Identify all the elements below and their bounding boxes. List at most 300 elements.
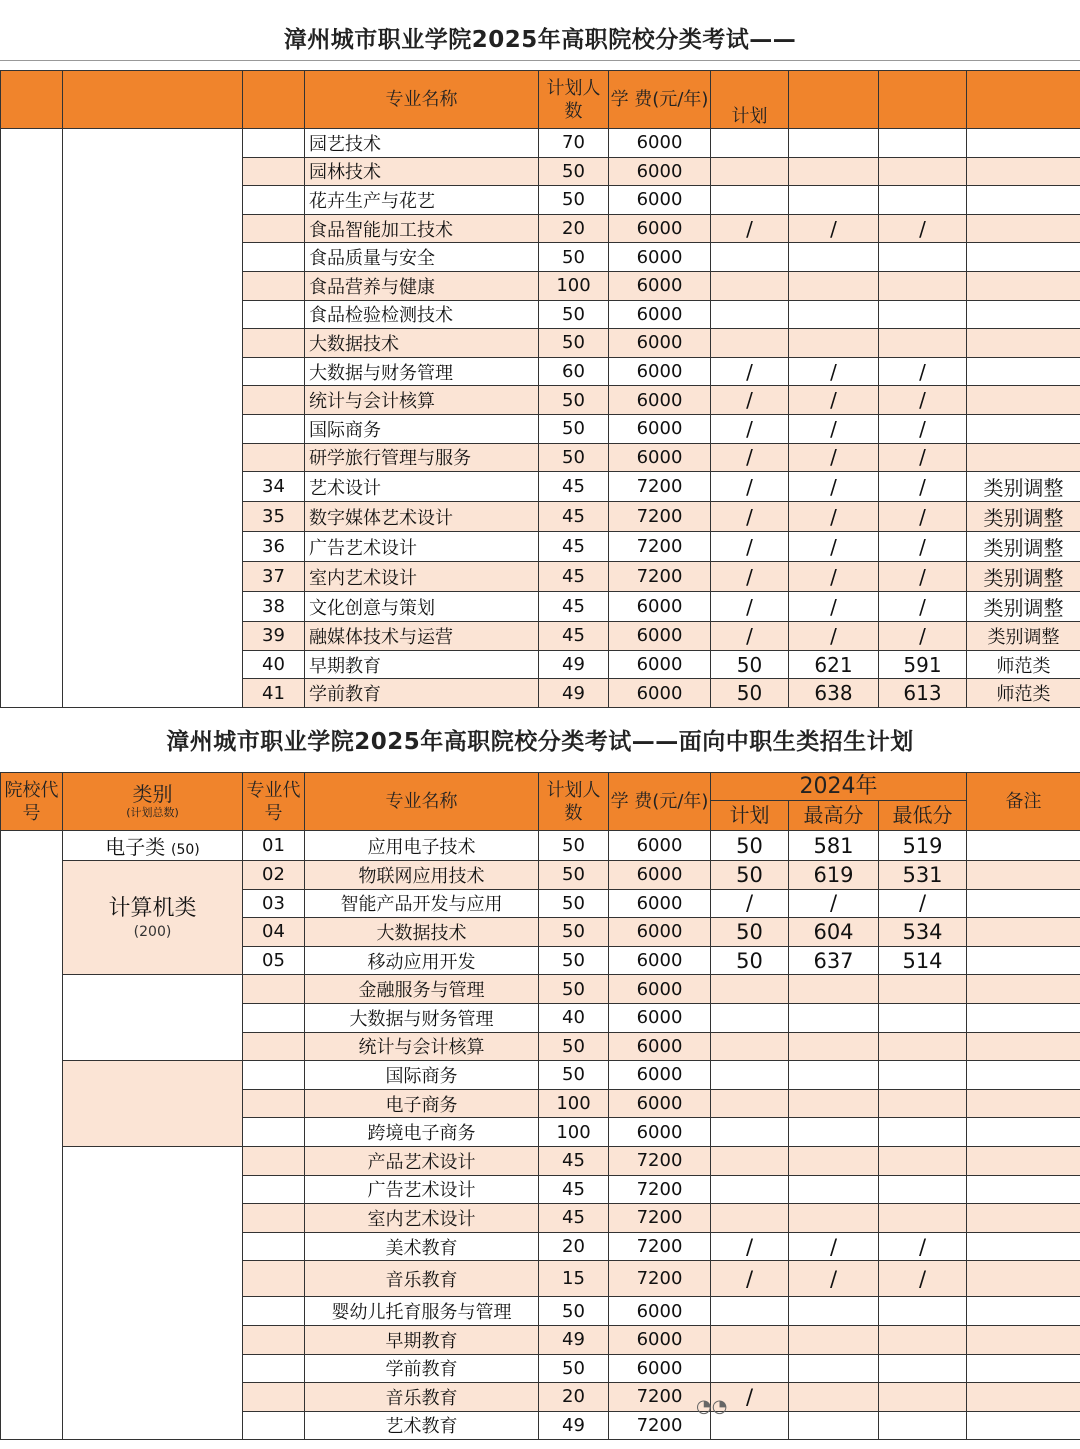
header-tuition: 学 费(元/年)	[609, 71, 711, 129]
category-cell-blurred	[63, 1061, 243, 1147]
note-cell	[967, 129, 1080, 158]
plan-count-cell: 50	[539, 975, 609, 1004]
tuition-cell: 6000	[609, 1003, 711, 1032]
max-score-cell: /	[789, 562, 879, 592]
note-cell: 师范类	[967, 650, 1080, 679]
header-major-code: 专业代号	[243, 773, 305, 831]
plan-2024-cell	[711, 243, 789, 272]
tuition-cell: 6000	[609, 679, 711, 708]
major-name-cell: 移动应用开发	[305, 946, 539, 975]
major-name-cell: 研学旅行管理与服务	[305, 443, 539, 472]
tuition-cell: 6000	[609, 1089, 711, 1118]
plan-2024-cell: /	[711, 214, 789, 243]
min-score-cell	[879, 157, 967, 186]
major-name-cell: 跨境电子商务	[305, 1118, 539, 1147]
note-cell: 类别调整	[967, 472, 1080, 502]
note-cell	[967, 243, 1080, 272]
min-score-cell: /	[879, 357, 967, 386]
plan-count-cell: 45	[539, 1146, 609, 1175]
plan-count-cell: 49	[539, 1411, 609, 1440]
tuition-cell: 6000	[609, 386, 711, 415]
tuition-cell: 6000	[609, 592, 711, 622]
min-score-cell	[879, 1383, 967, 1412]
max-score-cell	[789, 1325, 879, 1354]
note-cell	[967, 414, 1080, 443]
blurred-header-max	[789, 71, 879, 129]
tuition-cell: 6000	[609, 1297, 711, 1326]
major-code-cell	[243, 329, 305, 358]
major-name-cell: 早期教育	[305, 1325, 539, 1354]
major-code-cell	[243, 414, 305, 443]
major-code-cell	[243, 1354, 305, 1383]
min-score-cell: 514	[879, 946, 967, 975]
category-label: 电子类	[105, 835, 166, 859]
section1-table-body	[1, 129, 1080, 708]
blurred-header-note	[967, 71, 1080, 129]
tuition-cell: 7200	[609, 1383, 711, 1412]
plan-2024-cell	[711, 1089, 789, 1118]
max-score-cell: /	[789, 502, 879, 532]
section1-title: 漳州城市职业学院2025年高职院校分类考试——	[0, 20, 1080, 61]
section2-table-body	[1, 831, 1080, 1440]
major-name-cell: 电子商务	[305, 1089, 539, 1118]
major-code-cell	[243, 975, 305, 1004]
major-code-cell: 35	[243, 502, 305, 532]
header-year-2024: 2024年	[711, 773, 967, 801]
category-label: 计算机类	[108, 895, 197, 921]
major-name-cell: 学前教育	[305, 679, 539, 708]
category-cell	[63, 129, 243, 708]
plan-count-cell: 50	[539, 1354, 609, 1383]
plan-2024-cell: /	[711, 414, 789, 443]
note-cell	[967, 214, 1080, 243]
header-major-name-2: 专业名称	[305, 773, 539, 831]
note-cell	[967, 300, 1080, 329]
section2-title: 漳州城市职业学院2025年高职院校分类考试——面向中职生类招生计划	[166, 729, 914, 755]
header-plan-count: 计划人数	[539, 71, 609, 129]
plan-count-cell: 50	[539, 329, 609, 358]
major-name-cell: 食品质量与安全	[305, 243, 539, 272]
tuition-cell: 7200	[609, 1146, 711, 1175]
min-score-cell: 531	[879, 861, 967, 890]
plan-count-cell: 50	[539, 157, 609, 186]
major-code-cell	[243, 1204, 305, 1233]
tuition-cell: 6000	[609, 157, 711, 186]
plan-2024-cell	[711, 1175, 789, 1204]
plan-count-cell: 49	[539, 650, 609, 679]
max-score-cell: 604	[789, 918, 879, 947]
min-score-cell: 519	[879, 831, 967, 861]
major-name-cell: 食品营养与健康	[305, 271, 539, 300]
min-score-cell	[879, 271, 967, 300]
major-code-cell	[243, 1232, 305, 1261]
major-code-cell: 40	[243, 650, 305, 679]
plan-count-cell: 40	[539, 1003, 609, 1032]
tuition-cell: 6000	[609, 918, 711, 947]
major-code-cell	[243, 1411, 305, 1440]
plan-2024-cell	[711, 1297, 789, 1326]
max-score-cell	[789, 1354, 879, 1383]
header-max-2024: 最高分	[789, 801, 879, 831]
header-major-name: 专业名称	[305, 71, 539, 129]
major-name-cell: 美术教育	[305, 1232, 539, 1261]
plan-count-cell: 100	[539, 271, 609, 300]
plan-2024-cell: /	[711, 889, 789, 918]
max-score-cell: /	[789, 889, 879, 918]
major-name-cell: 园艺技术	[305, 129, 539, 158]
max-score-cell	[789, 1204, 879, 1233]
plan-count-cell: 50	[539, 1061, 609, 1090]
major-code-cell: 02	[243, 861, 305, 890]
section1-table	[0, 70, 1080, 708]
tuition-cell: 7200	[609, 532, 711, 562]
plan-2024-cell	[711, 329, 789, 358]
plan-count-cell: 50	[539, 918, 609, 947]
tuition-cell: 6000	[609, 357, 711, 386]
major-code-cell	[243, 300, 305, 329]
plan-count-cell: 49	[539, 679, 609, 708]
tuition-cell: 6000	[609, 329, 711, 358]
min-score-cell: /	[879, 214, 967, 243]
category-cell-blurred	[63, 1146, 243, 1439]
major-code-cell: 41	[243, 679, 305, 708]
note-cell	[967, 1232, 1080, 1261]
major-code-cell	[243, 1383, 305, 1412]
tuition-cell: 7200	[609, 1232, 711, 1261]
max-score-cell: 619	[789, 861, 879, 890]
table-row	[1, 1146, 1080, 1175]
plan-2024-cell: /	[711, 1232, 789, 1261]
major-code-cell	[243, 386, 305, 415]
plan-count-cell: 15	[539, 1261, 609, 1297]
note-cell	[967, 861, 1080, 890]
max-score-cell: /	[789, 472, 879, 502]
blurred-header-school	[1, 71, 63, 129]
major-name-cell: 金融服务与管理	[305, 975, 539, 1004]
max-score-cell: /	[789, 443, 879, 472]
major-code-cell	[243, 271, 305, 300]
major-code-cell	[243, 1297, 305, 1326]
major-name-cell: 融媒体技术与运营	[305, 622, 539, 651]
max-score-cell	[789, 1089, 879, 1118]
blurred-header-code	[243, 71, 305, 129]
note-cell	[967, 1032, 1080, 1061]
tuition-cell: 6000	[609, 414, 711, 443]
max-score-cell	[789, 1411, 879, 1440]
min-score-cell	[879, 1175, 967, 1204]
major-code-cell	[243, 157, 305, 186]
note-cell	[967, 271, 1080, 300]
min-score-cell: /	[879, 592, 967, 622]
tuition-cell: 6000	[609, 300, 711, 329]
min-score-cell: /	[879, 443, 967, 472]
note-cell	[967, 357, 1080, 386]
plan-count-cell: 20	[539, 214, 609, 243]
plan-count-cell: 45	[539, 592, 609, 622]
max-score-cell	[789, 329, 879, 358]
tuition-cell: 6000	[609, 946, 711, 975]
note-cell	[967, 443, 1080, 472]
plan-2024-cell: /	[711, 357, 789, 386]
plan-count-cell: 60	[539, 357, 609, 386]
min-score-cell	[879, 1354, 967, 1383]
blurred-header-category	[63, 71, 243, 129]
major-code-cell: 01	[243, 831, 305, 861]
header-category: 类别 (计划总数)	[63, 773, 243, 831]
plan-count-cell: 20	[539, 1383, 609, 1412]
plan-count-cell: 50	[539, 443, 609, 472]
min-score-cell	[879, 329, 967, 358]
note-cell: 类别调整	[967, 502, 1080, 532]
header-school-code: 院校代号	[1, 773, 63, 831]
major-code-cell	[243, 1032, 305, 1061]
min-score-cell: /	[879, 889, 967, 918]
plan-2024-cell: /	[711, 386, 789, 415]
note-cell	[967, 1061, 1080, 1090]
max-score-cell: 581	[789, 831, 879, 861]
min-score-cell	[879, 243, 967, 272]
category-cell-blurred	[63, 975, 243, 1061]
max-score-cell	[789, 243, 879, 272]
min-score-cell: 534	[879, 918, 967, 947]
major-name-cell: 大数据与财务管理	[305, 1003, 539, 1032]
major-name-cell: 音乐教育	[305, 1383, 539, 1412]
note-cell	[967, 329, 1080, 358]
plan-2024-cell	[711, 1003, 789, 1032]
note-cell	[967, 831, 1080, 861]
min-score-cell	[879, 129, 967, 158]
plan-2024-cell	[711, 157, 789, 186]
header-plan-2024: 计划	[711, 71, 789, 129]
category-count: (50)	[170, 842, 200, 858]
max-score-cell	[789, 1032, 879, 1061]
plan-2024-cell: /	[711, 1383, 789, 1412]
min-score-cell	[879, 1146, 967, 1175]
min-score-cell	[879, 975, 967, 1004]
header-tuition-2: 学 费(元/年)	[609, 773, 711, 831]
tuition-cell: 6000	[609, 975, 711, 1004]
tuition-cell: 6000	[609, 129, 711, 158]
tuition-cell: 6000	[609, 861, 711, 890]
major-name-cell: 食品检验检测技术	[305, 300, 539, 329]
plan-count-cell: 50	[539, 386, 609, 415]
plan-count-cell: 50	[539, 1297, 609, 1326]
plan-2024-cell: /	[711, 592, 789, 622]
note-cell: 类别调整	[967, 592, 1080, 622]
min-score-cell: /	[879, 502, 967, 532]
tuition-cell: 6000	[609, 1061, 711, 1090]
major-code-cell	[243, 1061, 305, 1090]
plan-count-cell: 45	[539, 502, 609, 532]
min-score-cell	[879, 186, 967, 215]
note-cell	[967, 1297, 1080, 1326]
max-score-cell	[789, 1297, 879, 1326]
major-name-cell: 婴幼儿托育服务与管理	[305, 1297, 539, 1326]
major-name-cell: 早期教育	[305, 650, 539, 679]
min-score-cell: /	[879, 386, 967, 415]
tuition-cell: 6000	[609, 243, 711, 272]
min-score-cell: /	[879, 532, 967, 562]
plan-2024-cell: 50	[711, 831, 789, 861]
plan-2024-cell	[711, 1118, 789, 1147]
major-code-cell: 37	[243, 562, 305, 592]
min-score-cell	[879, 300, 967, 329]
min-score-cell	[879, 1411, 967, 1440]
plan-count-cell: 45	[539, 1175, 609, 1204]
major-name-cell: 统计与会计核算	[305, 1032, 539, 1061]
max-score-cell	[789, 1118, 879, 1147]
plan-2024-cell: /	[711, 443, 789, 472]
plan-2024-cell: /	[711, 532, 789, 562]
plan-2024-cell: 50	[711, 946, 789, 975]
major-name-cell: 食品智能加工技术	[305, 214, 539, 243]
min-score-cell	[879, 1325, 967, 1354]
major-code-cell	[243, 357, 305, 386]
min-score-cell	[879, 1297, 967, 1326]
header-plan-2024-2: 计划	[711, 801, 789, 831]
note-cell: 类别调整	[967, 532, 1080, 562]
note-cell: 类别调整	[967, 622, 1080, 651]
plan-2024-cell	[711, 1354, 789, 1383]
note-cell	[967, 1175, 1080, 1204]
major-name-cell: 花卉生产与花艺	[305, 186, 539, 215]
max-score-cell	[789, 271, 879, 300]
tuition-cell: 7200	[609, 1204, 711, 1233]
tuition-cell: 6000	[609, 831, 711, 861]
major-name-cell: 室内艺术设计	[305, 562, 539, 592]
plan-count-cell: 45	[539, 1204, 609, 1233]
plan-count-cell: 45	[539, 622, 609, 651]
tuition-cell: 6000	[609, 1032, 711, 1061]
major-name-cell: 文化创意与策划	[305, 592, 539, 622]
plan-2024-cell	[711, 1061, 789, 1090]
major-name-cell: 国际商务	[305, 414, 539, 443]
max-score-cell: /	[789, 214, 879, 243]
section2-table	[0, 772, 1080, 1440]
min-score-cell	[879, 1204, 967, 1233]
min-score-cell	[879, 1003, 967, 1032]
tuition-cell: 6000	[609, 889, 711, 918]
note-cell	[967, 1325, 1080, 1354]
plan-count-cell: 100	[539, 1118, 609, 1147]
plan-2024-cell	[711, 1146, 789, 1175]
plan-count-cell: 50	[539, 861, 609, 890]
major-name-cell: 广告艺术设计	[305, 532, 539, 562]
min-score-cell: /	[879, 1261, 967, 1297]
tuition-cell: 6000	[609, 1354, 711, 1383]
header-min-2024: 最低分	[879, 801, 967, 831]
major-code-cell: 39	[243, 622, 305, 651]
major-name-cell: 大数据技术	[305, 918, 539, 947]
note-cell	[967, 1118, 1080, 1147]
note-cell	[967, 1089, 1080, 1118]
major-code-cell	[243, 443, 305, 472]
major-name-cell: 广告艺术设计	[305, 1175, 539, 1204]
plan-count-cell: 50	[539, 243, 609, 272]
major-name-cell: 智能产品开发与应用	[305, 889, 539, 918]
min-score-cell	[879, 1089, 967, 1118]
plan-2024-cell: /	[711, 1261, 789, 1297]
plan-2024-cell	[711, 1204, 789, 1233]
major-code-cell: 36	[243, 532, 305, 562]
plan-2024-cell	[711, 975, 789, 1004]
plan-2024-cell: /	[711, 472, 789, 502]
min-score-cell: 613	[879, 679, 967, 708]
max-score-cell	[789, 1061, 879, 1090]
max-score-cell	[789, 1003, 879, 1032]
note-cell	[967, 186, 1080, 215]
max-score-cell	[789, 1383, 879, 1412]
note-cell	[967, 1204, 1080, 1233]
major-code-cell	[243, 1003, 305, 1032]
plan-2024-cell	[711, 1325, 789, 1354]
max-score-cell	[789, 157, 879, 186]
major-code-cell	[243, 1146, 305, 1175]
plan-count-cell: 50	[539, 946, 609, 975]
school-code-cell	[1, 831, 63, 1440]
note-cell	[967, 386, 1080, 415]
min-score-cell	[879, 1118, 967, 1147]
min-score-cell: /	[879, 622, 967, 651]
plan-2024-cell: /	[711, 562, 789, 592]
category-count: (200)	[133, 923, 172, 940]
max-score-cell: /	[789, 1261, 879, 1297]
plan-count-cell: 50	[539, 889, 609, 918]
plan-2024-cell: /	[711, 622, 789, 651]
min-score-cell: /	[879, 472, 967, 502]
max-score-cell: /	[789, 592, 879, 622]
tuition-cell: 7200	[609, 1411, 711, 1440]
tuition-cell: 6000	[609, 214, 711, 243]
plan-count-cell: 45	[539, 472, 609, 502]
min-score-cell: 591	[879, 650, 967, 679]
max-score-cell: /	[789, 1232, 879, 1261]
tuition-cell: 6000	[609, 1325, 711, 1354]
note-cell: 类别调整	[967, 562, 1080, 592]
major-name-cell: 国际商务	[305, 1061, 539, 1090]
table-row	[1, 831, 1080, 861]
note-cell	[967, 157, 1080, 186]
tuition-cell: 7200	[609, 1261, 711, 1297]
tuition-cell: 7200	[609, 502, 711, 532]
major-name-cell: 统计与会计核算	[305, 386, 539, 415]
plan-2024-cell: /	[711, 502, 789, 532]
tuition-cell: 7200	[609, 562, 711, 592]
major-name-cell: 应用电子技术	[305, 831, 539, 861]
major-code-cell	[243, 186, 305, 215]
major-name-cell: 大数据与财务管理	[305, 357, 539, 386]
plan-count-cell: 50	[539, 1032, 609, 1061]
max-score-cell	[789, 300, 879, 329]
major-code-cell: 05	[243, 946, 305, 975]
note-cell	[967, 975, 1080, 1004]
max-score-cell: 621	[789, 650, 879, 679]
table-row	[1, 1061, 1080, 1090]
plan-2024-cell	[711, 1032, 789, 1061]
tuition-cell: 7200	[609, 472, 711, 502]
tuition-cell: 6000	[609, 186, 711, 215]
table-row	[1, 975, 1080, 1004]
plan-2024-cell	[711, 129, 789, 158]
note-cell	[967, 1354, 1080, 1383]
major-name-cell: 学前教育	[305, 1354, 539, 1383]
major-code-cell	[243, 129, 305, 158]
category-cell-electronics	[63, 831, 243, 861]
plan-2024-cell: 50	[711, 679, 789, 708]
tuition-cell: 6000	[609, 622, 711, 651]
blurred-header-min	[879, 71, 967, 129]
plan-2024-cell	[711, 271, 789, 300]
